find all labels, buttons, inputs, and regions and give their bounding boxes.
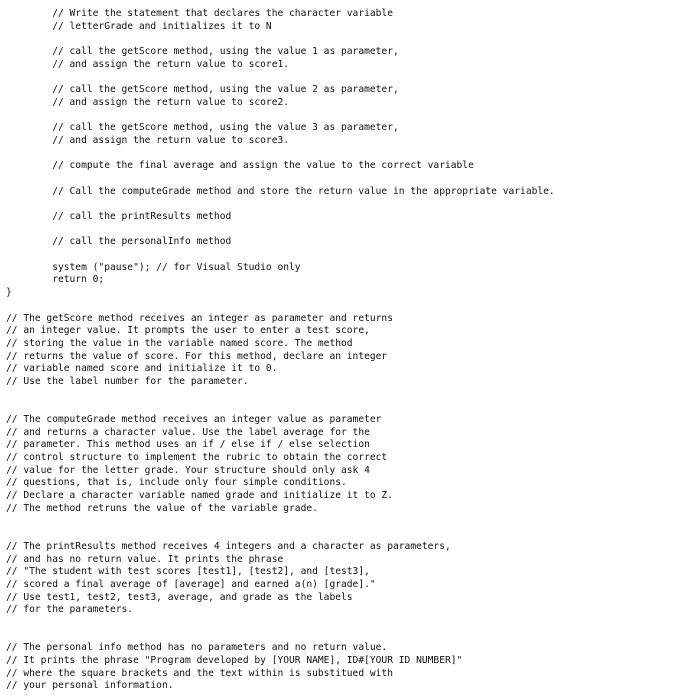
code-line: // The printResults method receives 4 integers and a character as parameters, — [6, 540, 451, 552]
code-line: // call the getScore method, using the value 3 as parameter, — [6, 122, 399, 134]
code-line — [6, 33, 681, 46]
code-line: // for the parameters. — [6, 604, 134, 616]
code-line — [6, 148, 681, 161]
code-line: // and assign the return value to score3. — [6, 134, 290, 146]
code-line: // The personal info method has no parameters and no return value. — [6, 642, 388, 654]
code-line: // and assign the return value to score1. — [6, 58, 290, 70]
code-line: // call the getScore method, using the value 2 as parameter, — [6, 84, 399, 96]
code-line: // Call the computeGrade method and store the return value in the appropriate variable. — [6, 185, 555, 197]
code-line: // and assign the return value to score2. — [6, 96, 290, 108]
code-line: return 0; — [6, 274, 105, 286]
code-line: // scored a final average of [average] and earned a(n) [grade]." — [6, 578, 376, 590]
code-line — [6, 110, 681, 123]
code-line: // value for the letter grade. Your structure should only ask 4 — [6, 464, 370, 476]
code-line — [6, 528, 681, 541]
code-line: // where the square brackets and the text within is substitued with — [6, 667, 393, 679]
code-line: // Use the label number for the parameter. — [6, 375, 249, 387]
code-line: // letterGrade and initializes it to N — [6, 20, 272, 32]
code-line — [6, 617, 681, 630]
code-line: // Write the statement that declares the character variable — [6, 8, 393, 19]
code-line — [6, 224, 681, 237]
code-line: system ("pause"); // for Visual Studio only — [6, 261, 301, 273]
code-line: // The method retruns the value of the variable grade. — [6, 502, 318, 514]
code-line — [6, 516, 681, 529]
code-line: // your personal information. — [6, 680, 174, 692]
code-line: // Declare a character variable named grade and initialize it to Z. — [6, 490, 393, 502]
code-line: // It prints the phrase "Program developed by [YOUR NAME], ID#[YOUR ID NUMBER]" — [6, 655, 463, 667]
code-line — [6, 249, 681, 262]
code-line: // compute the final average and assign the value to the correct variable — [6, 160, 474, 172]
code-line: // storing the value in the variable named score. The method — [6, 337, 353, 349]
code-line: // The computeGrade method receives an integer value as parameter — [6, 414, 382, 425]
code-line: // and returns a character value. Use the label average for the — [6, 426, 370, 438]
code-line: // call the getScore method, using the value 1 as parameter, — [6, 46, 399, 58]
code-line: // returns the value of score. For this method, declare an integer — [6, 350, 388, 362]
code-line: // questions, that is, include only four simple conditions. — [6, 477, 347, 489]
code-line — [6, 71, 681, 84]
code-line — [6, 198, 681, 211]
code-line: } — [6, 287, 12, 299]
code-line: // control structure to implement the rubric to obtain the correct — [6, 452, 388, 464]
code-line: // Use test1, test2, test3, average, and grade as the labels — [6, 591, 353, 603]
code-line — [6, 630, 681, 643]
code-line: // call the printResults method — [6, 211, 232, 222]
code-line: // The getScore method receives an integer as parameter and returns — [6, 312, 393, 324]
code-line: // call the personalInfo method — [6, 236, 232, 248]
code-line: // variable named score and initialize it to 0. — [6, 363, 278, 375]
code-line — [6, 389, 681, 402]
code-line: // "The student with test scores [test1], [test2], and [test3], — [6, 566, 370, 578]
code-line — [6, 173, 681, 186]
code-line — [6, 401, 681, 414]
code-line: // an integer value. It prompts the user to enter a test score, — [6, 325, 370, 337]
code-line: // and has no return value. It prints the phrase — [6, 553, 284, 565]
code-line — [6, 300, 681, 313]
code-line: // parameter. This method uses an if / else if / else selection — [6, 439, 370, 451]
code-listing — [6, 8, 681, 693]
